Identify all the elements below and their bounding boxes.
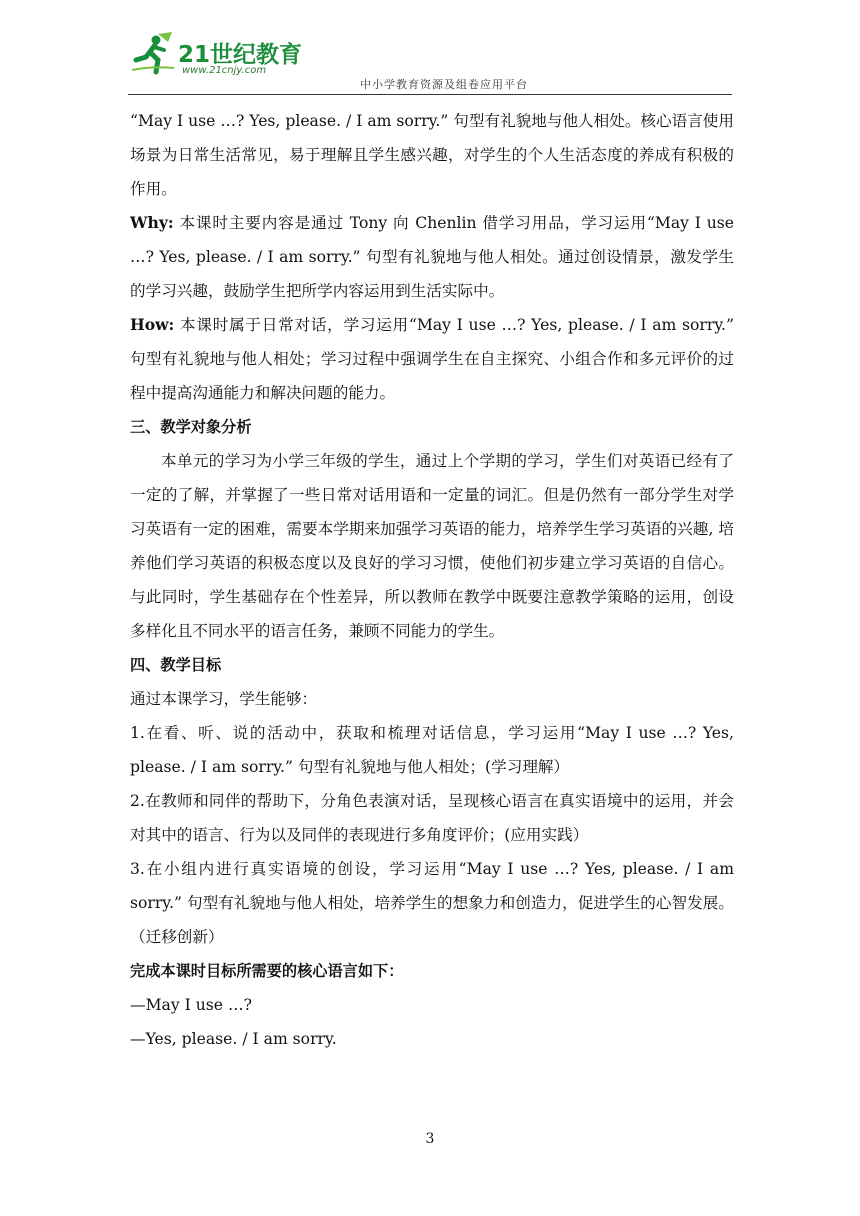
section-heading-3: 三、教学对象分析 (130, 418, 252, 436)
core-language-heading: 完成本课时目标所需要的核心语言如下： (130, 962, 404, 980)
goal-item-2: 2.在教师和同伴的帮助下，分角色表演对话，呈现核心语言在真实语境中的运用，并会对其中的语言、行为以及同伴的表现进行多角度评价；(应用实践） (130, 792, 734, 844)
goals-intro: 通过本课学习，学生能够： (130, 690, 318, 708)
paragraph-why (130, 206, 734, 308)
document-body (130, 104, 734, 1056)
header-divider (128, 94, 732, 95)
page-number: 3 (425, 1131, 435, 1147)
core-language-line-2: —Yes, please. / I am sorry. (130, 1030, 337, 1048)
goal-item-1: 1.在看、听、说的活动中，获取和梳理对话信息，学习运用“May I use …? Yes, please. / I am sorry.” 句型有礼貌地与他人相处；(学习理解） (130, 724, 734, 776)
logo-brand-text: 21世纪教育 (178, 42, 303, 68)
why-label: Why: (130, 213, 174, 232)
paragraph-how (130, 308, 734, 410)
core-language-line-1: —May I use …? (130, 996, 252, 1014)
why-text: 本课时主要内容是通过 Tony 向 Chenlin 借学习用品，学习运用“May I use …? Yes, please. / I am sorry.” 句型有礼貌地与他人相处。通过创设情景，激发学生的学习兴趣，鼓励学生把所学内容运用到生活实际中。 (130, 214, 734, 300)
paragraph-student-analysis: 本单元的学习为小学三年级的学生，通过上个学期的学习，学生们对英语已经有了一定的了解，并掌握了一些日常对话用语和一定量的词汇。但是仍然有一部分学生对学习英语有一定的困难，需要本学期来加强学习英语的能力，培养学生学习英语的兴趣, 培养他们学习英语的积极态度以及良好的学习习惯，使他们初步建立学习英语的自信心。与此同时，学生基础存在个性差异，所以教师在教学中既要注意教学策略的运用，创设多样化且不同水平的语言任务，兼顾不同能力的学生。 (130, 452, 734, 640)
page-header (0, 0, 860, 100)
section-heading-4: 四、教学目标 (130, 656, 222, 674)
header-subtitle: 中小学教育资源及组卷应用平台 (360, 78, 528, 91)
how-label: How: (130, 315, 175, 334)
logo-url-text: www.21cnjy.com (182, 65, 267, 76)
logo (128, 30, 303, 80)
goal-item-3: 3.在小组内进行真实语境的创设，学习运用“May I use …? Yes, please. / I am sorry.” 句型有礼貌地与他人相处，培养学生的想象力和创造力，促进学生的心智发展。（迁移创新） (130, 860, 734, 946)
how-text: 本课时属于日常对话，学习运用“May I use …? Yes, please. / I am sorry.” 句型有礼貌地与他人相处；学习过程中强调学生在自主探究、小组合作和多元评价的过程中提高沟通能力和解决问题的能力。 (130, 316, 734, 402)
runner-logo-icon (128, 30, 176, 78)
paragraph-continuation: “May I use …? Yes, please. / I am sorry.” 句型有礼貌地与他人相处。核心语言使用场景为日常生活常见，易于理解且学生感兴趣，对学生的个人生活态度的养成有积极的作用。 (130, 112, 734, 198)
